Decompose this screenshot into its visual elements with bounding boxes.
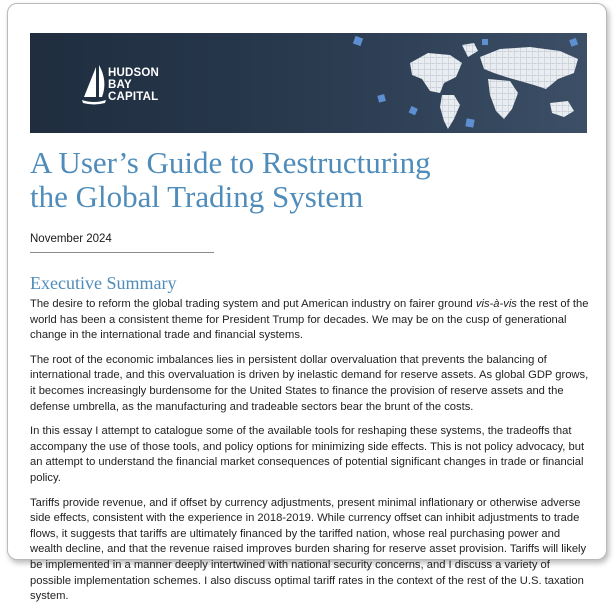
divider xyxy=(30,252,214,253)
paragraph-3: In this essay I attempt to catalogue some of the available tools for reshaping these systems, the tradeoffs that accompany the use of those tools, and policy options for minimizing side effects. This is not policy advocacy, but an attempt to understand the financial market consequences of potential significant changes in trade or financial policy. xyxy=(30,425,585,484)
header-banner xyxy=(30,33,587,133)
title-line-1: A User’s Guide to Restructuring xyxy=(30,145,431,180)
publication-date: November 2024 xyxy=(30,233,112,245)
title-line-2: the Global Trading System xyxy=(30,179,364,214)
puzzle-world-map-icon xyxy=(370,33,587,133)
paragraph-1-emphasis: vis-à-vis xyxy=(475,298,517,310)
document-page xyxy=(7,3,607,603)
logo-line-3: CAPITAL xyxy=(108,91,159,103)
logo-line-2: BAY xyxy=(108,79,132,91)
paragraph-1-text-a: The desire to reform the global trading system and put American industry on fairer ground xyxy=(30,298,476,310)
document-body xyxy=(30,297,590,614)
document-title xyxy=(30,146,570,214)
logo-line-1: HUDSON xyxy=(108,67,160,79)
paragraph-1-text-b: the rest of the world has been a consistent theme for President Trump for decades. We may be on the cusp of generational change in the international trade and financial systems. xyxy=(30,298,589,342)
section-heading: Executive Summary xyxy=(30,273,177,293)
company-logo-text xyxy=(108,67,159,103)
paragraph-4: Tariffs provide revenue, and if offset by currency adjustments, present minimal inflationary or otherwise adverse side effects, consistent with the experience in 2018-2019. While currency offset can inhibit adjustments to trade flows, it suggests that tariffs are ultimately financed by the tariffed nation, whose real purchasing power and wealth decline, and that the revenue raised improves burden sharing for reserve asset provision. Tariffs will likely be implemented in a manner deeply intertwined with national security concerns, and I discuss a variety of possible implementation schemes. I also discuss optimal tariff rates in the context of the rest of the U.S. taxation system. xyxy=(30,496,587,603)
paragraph-2: The root of the economic imbalances lies in persistent dollar overvaluation that prevents the balancing of international trade, and this overvaluation is driven by inelastic demand for reserve assets. As global GDP grows, it becomes increasingly burdensome for the United States to finance the provision of reserve assets and the defense umbrella, as the manufacturing and tradeable sectors bear the brunt of the costs. xyxy=(30,353,589,413)
paragraph-1 xyxy=(30,297,590,344)
